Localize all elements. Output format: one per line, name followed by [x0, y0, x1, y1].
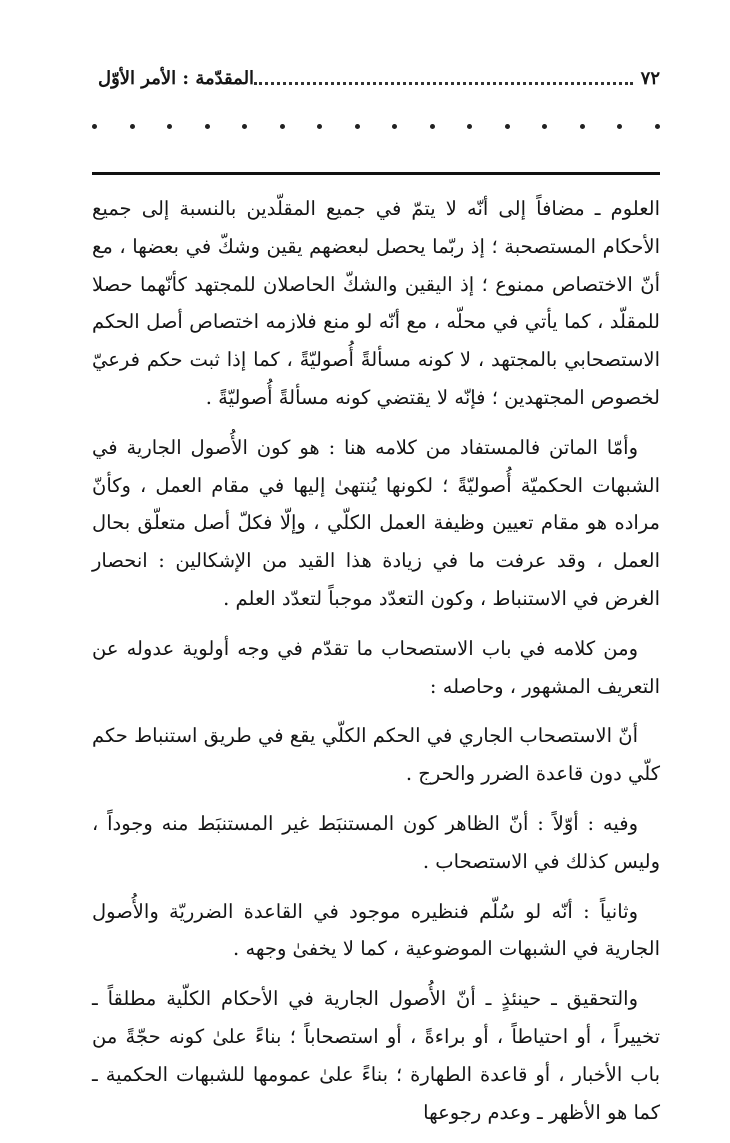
paragraph: أنّ الاستصحاب الجاري في الحكم الكلّي يقع في طريق استنباط حكم كلّي دون قاعدة الضرر والحرج .: [92, 724, 660, 786]
separator-dot: [617, 124, 622, 129]
separator-dot: [167, 124, 172, 129]
separator-dot: [355, 124, 360, 129]
paragraph: ومن كلامه في باب الاستصحاب ما تقدّم في وجه أولوية عدوله عن التعريف المشهور ، وحاصله :: [92, 636, 660, 698]
separator-dot: [92, 124, 97, 129]
running-title: المقدّمة : الأمر الأوّل: [98, 67, 255, 89]
dotted-separator: [92, 124, 660, 129]
separator-dot: [205, 124, 210, 129]
separator-dot: [392, 124, 397, 129]
paragraph: وأمّا الماتن فالمستفاد من كلامه هنا : هو كون الأُصول الجارية في الشبهات الحكميّة أُصوليّةً ؛ لكونها يُنتهىٰ إليها في مقام العمل ، وكأنّ مراده هو مقام تعيين وظيفة العمل الكلّي ، وإلّا فكلّ أصل متعلّق بحال العمل ، وقد عرفت ما في زيادة هذا القيد من الإشكالين : انحصار الغرض في الاستنباط ، وكون التعدّد موجباً لتعدّد العلم .: [92, 435, 660, 610]
page-header: [92, 58, 660, 98]
paragraph: والتحقيق ـ حينئذٍ ـ أنّ الأُصول الجارية في الأحكام الكلّية مطلقاً ـ تخييراً ، أو احتياطاً ، أو براءةً ، أو استصحاباً ؛ بناءً علىٰ كونه حجّةً من باب الأخبار ، أو قاعدة الطهارة ؛ بناءً علىٰ عمومها للشبهات الحكمية ـ كما هو الأظهر ـ وعدم رجوعها: [92, 987, 660, 1124]
separator-dot: [242, 124, 247, 129]
separator-dot: [280, 124, 285, 129]
page-number: ٧٢: [640, 67, 660, 89]
separator-dot: [317, 124, 322, 129]
separator-dot: [130, 124, 135, 129]
separator-dot: [655, 124, 660, 129]
separator-dot: [505, 124, 510, 129]
paragraph: العلوم ـ مضافاً إلى أنّه لا يتمّ في جميع المقلّدين بالنسبة إلى جميع الأحكام المستصحبة ؛ إذ ربّما يحصل لبعضهم يقين وشكّ في بعضها ، مع أنّ الاختصاص ممنوع ؛ إذ اليقين والشكّ الحاصلان للمجتهد كأنّهما حصلا للمقلّد ، كما يأتي في محلّه ، مع أنّه لو منع فلازمه اختصاص أصل الحكم الاستصحابي بالمجتهد ، لا كونه مسألةً أُصوليّةً ، كما إذا ثبت حكم فرعيّ لخصوص المجتهدين ؛ فإنّه لا يقتضي كونه مسألةً أُصوليّةً .: [92, 197, 660, 409]
separator-dot: [542, 124, 547, 129]
paragraph: وفيه : أوّلاً : أنّ الظاهر كون المستنبَط غير المستنبَط منه وجوداً ، وليس كذلك في الاستصحاب .: [92, 811, 660, 873]
page-body: [92, 190, 660, 1143]
separator-dot: [467, 124, 472, 129]
header-dotted-leader: [254, 82, 633, 85]
separator-dot: [580, 124, 585, 129]
separator-dot: [430, 124, 435, 129]
horizontal-rule: [92, 172, 660, 175]
paragraph: وثانياً : أنّه لو سُلّم فنظيره موجود في القاعدة الضرريّة والأُصول الجارية في الشبهات الموضوعية ، كما لا يخفىٰ وجهه .: [92, 899, 660, 961]
